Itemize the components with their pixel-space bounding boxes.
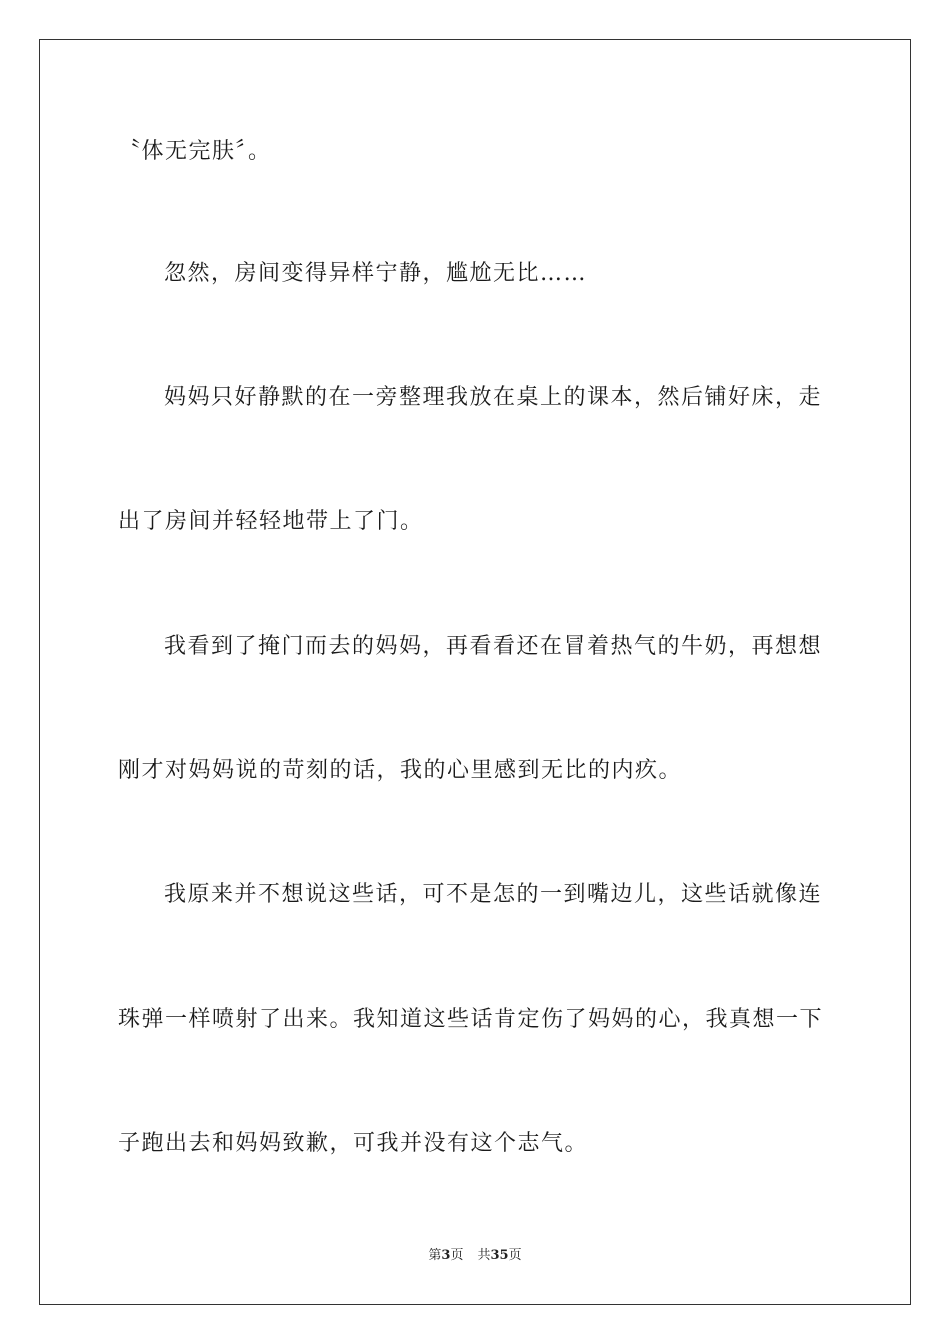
page-number: 3: [441, 1248, 451, 1263]
page-footer: [0, 1247, 950, 1265]
text-line: 我原来并不想说这些话，可不是怎的一到嘴边儿，这些话就像连: [164, 882, 823, 907]
text-line: 出了房间并轻轻地带上了门。: [118, 509, 424, 534]
page-prefix: 第: [428, 1248, 442, 1263]
text-line: 〝体无完肤〞。: [118, 139, 272, 164]
total-pages: 35: [490, 1248, 509, 1263]
total-prefix: 共: [477, 1248, 491, 1263]
text-line: 刚才对妈妈说的苛刻的话，我的心里感到无比的内疚。: [118, 758, 683, 783]
text-line: 妈妈只好静默的在一旁整理我放在桌上的课本，然后铺好床，走: [164, 385, 823, 410]
text-line: 珠弹一样喷射了出来。我知道这些话肯定伤了妈妈的心，我真想一下: [118, 1007, 824, 1032]
text-line: 忽然，房间变得异样宁静，尴尬无比……: [164, 261, 588, 286]
page-border: [39, 39, 911, 1305]
total-suffix: 页: [508, 1248, 522, 1263]
text-line: 我看到了掩门而去的妈妈，再看看还在冒着热气的牛奶，再想想: [164, 634, 823, 659]
page-suffix: 页: [450, 1248, 464, 1263]
text-line: 子跑出去和妈妈致歉，可我并没有这个志气。: [118, 1131, 589, 1156]
